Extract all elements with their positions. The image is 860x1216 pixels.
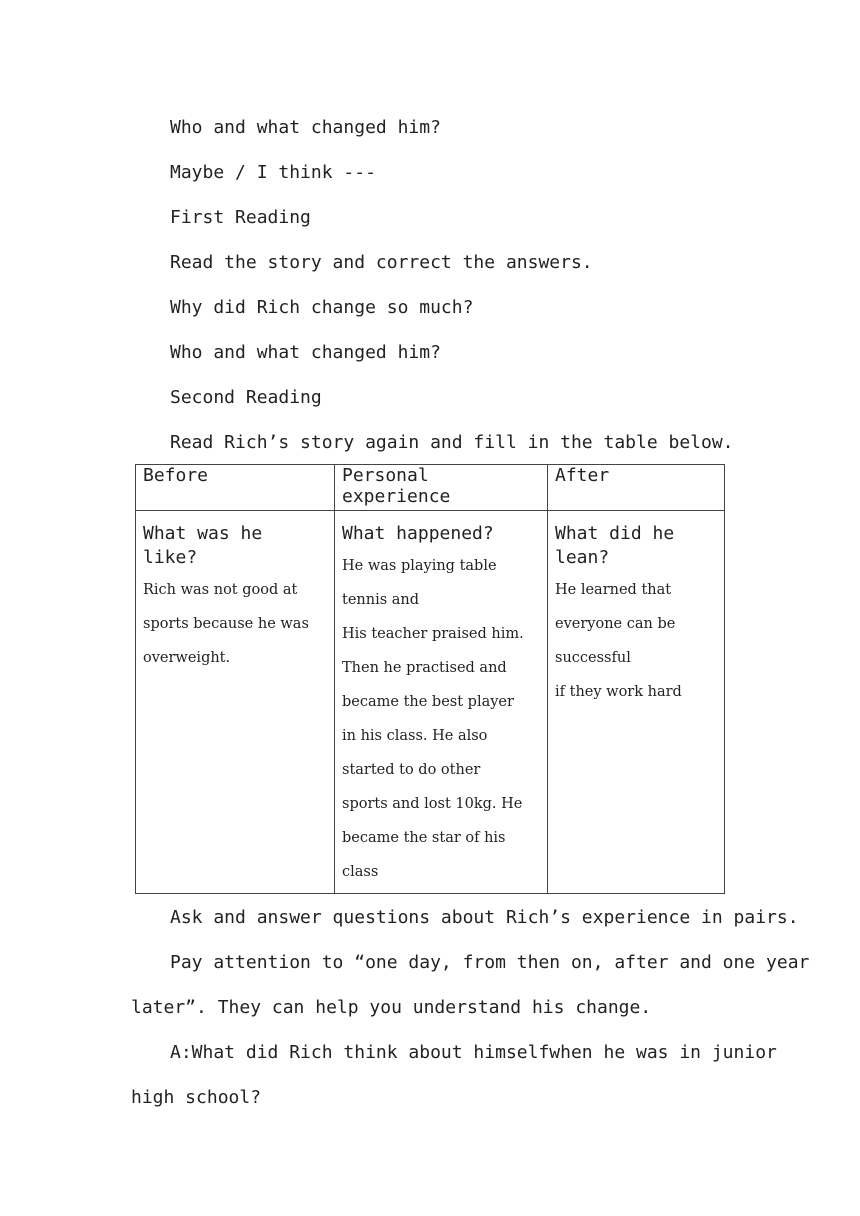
line-who-what-2: Who and what changed him? [170,342,441,363]
cell-personal-experience [335,511,548,894]
line-question-a: A:What did Rich think about himselfwhen he was in junior [170,1042,777,1063]
line-read-correct: Read the story and correct the answers. [170,252,593,273]
line-why-change: Why did Rich change so much? [170,297,474,318]
question-experience: What happened? [342,523,494,544]
answer-before-line: overweight. [143,650,231,666]
line-high-school: high school? [131,1087,262,1108]
answer-after-line: everyone can be [555,616,676,632]
answer-after-line: successful [555,650,631,666]
answer-before-line: Rich was not good at [143,582,298,598]
answer-before [143,573,327,675]
line-later-change: later”. They can help you understand his change. [131,997,652,1018]
answer-experience-line: became the best player [342,694,514,710]
cell-after [548,511,725,894]
answer-experience-line: sports and lost 10kg. He [342,796,523,812]
heading-first-reading: First Reading [170,207,311,228]
line-maybe-i-think: Maybe / I think --- [170,162,376,183]
answer-experience-line: class [342,864,379,880]
answer-after-line: He learned that [555,582,672,598]
answer-experience [342,549,540,889]
answer-experience-line: He was playing table [342,558,497,574]
answer-experience-line: in his class. He also [342,728,488,744]
header-before: Before [136,465,335,511]
header-after: After [548,465,725,511]
answer-experience-line: started to do other [342,762,481,778]
heading-second-reading: Second Reading [170,387,322,408]
line-read-fill-table: Read Rich’s story again and fill in the table below. [170,432,734,453]
header-personal-experience: Personal experience [335,465,548,511]
cell-before [136,511,335,894]
line-pay-attention: Pay attention to “one day, from then on, after and one year [170,952,810,973]
answer-before-line: sports because he was [143,616,309,632]
question-before: What was he like? [143,523,263,568]
answer-experience-line: His teacher praised him. [342,626,524,642]
answer-after-line: if they work hard [555,684,682,700]
answer-after [555,573,717,709]
answer-experience-line: became the star of his [342,830,506,846]
line-who-what-1: Who and what changed him? [170,117,441,138]
table-header-row [136,465,725,511]
answer-experience-line: tennis and [342,592,420,608]
experience-table [135,464,725,894]
answer-experience-line: Then he practised and [342,660,507,676]
table-body-row [136,511,725,894]
question-after: What did he lean? [555,523,675,568]
line-ask-answer-pairs: Ask and answer questions about Rich’s experience in pairs. [170,907,799,928]
